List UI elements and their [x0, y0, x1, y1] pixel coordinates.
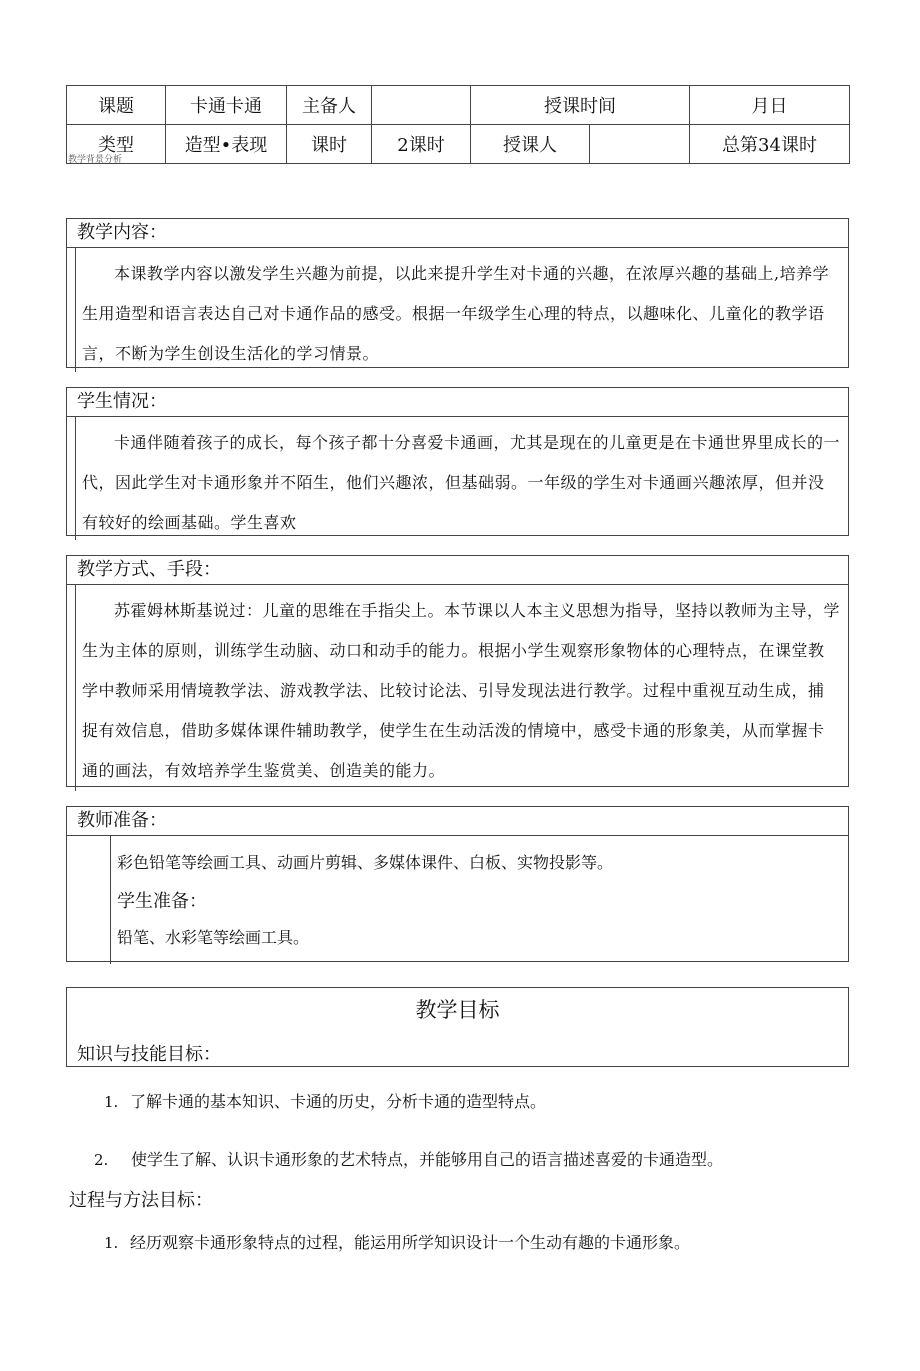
cell-subject-label: 课题	[67, 86, 166, 125]
section-prep	[66, 806, 849, 962]
student-prep-title: 学生准备：	[117, 891, 207, 912]
goals-title: 教学目标	[415, 998, 500, 1022]
small-note: 教学背景分析	[68, 155, 123, 165]
section-methods	[66, 555, 849, 787]
section-students-text: 卡通伴随着孩子的成长，每个孩子都十分喜爱卡通画，尤其是现在的儿童更是在卡通世界里成长的一代，因此学生对卡通形象并不陌生，他们兴趣浓，但基础弱。一年级的学生对卡通画兴趣浓厚，但并没有较好的绘画基础。学生喜欢	[82, 433, 841, 532]
goal-text: 经历观察卡通形象特点的过程，能运用所学知识设计一个生动有趣的卡通形象。	[130, 1233, 691, 1252]
cell-teacher-value	[590, 125, 690, 164]
student-prep-text: 铅笔、水彩笔等绘画工具。	[117, 928, 310, 947]
process-goals-title: 过程与方法目标：	[69, 1190, 213, 1211]
section-content-text: 本课教学内容以激发学生兴趣为前提，以此来提升学生对卡通的兴趣，在浓厚兴趣的基础上,培养学生用造型和语言表达自己对卡通作品的感受。根据一年级学生心理的特点，以趣味化、儿童化的教学语言，不断为学生创设生活化的学习情景。	[82, 264, 830, 363]
teacher-prep-text: 彩色铅笔等绘画工具、动画片剪辑、多媒体课件、白板、实物投影等。	[117, 853, 614, 872]
goals-box	[66, 987, 849, 1067]
section-prep-body	[110, 836, 848, 964]
section-students	[66, 387, 849, 536]
goal-number: 1.	[104, 1093, 119, 1111]
cell-type-value: 造型•表现	[166, 125, 287, 164]
goal-number: 2.	[94, 1151, 109, 1169]
cell-type-label: 类型	[67, 125, 166, 164]
cell-preparer-value	[372, 86, 471, 125]
knowledge-goal-item	[94, 1147, 723, 1170]
section-content-body	[75, 248, 848, 372]
cell-time-label: 授课时间	[471, 86, 690, 125]
section-methods-text: 苏霍姆林斯基说过：儿童的思维在手指尖上。本节课以人本主义思想为指导，坚持以教师为主导，学生为主体的原则，训练学生动脑、动口和动手的能力。根据小学生观察形象物体的心理特点，在课堂教学中教师采用情境教学法、游戏教学法、比较讨论法、引导发现法进行教学。过程中重视互动生成，捕捉有效信息，借助多媒体课件辅助教学，使学生在生动活泼的情境中，感受卡通的形象美，从而掌握卡通的画法，有效培养学生鉴赏美、创造美的能力。	[82, 601, 841, 780]
section-students-title: 学生情况：	[67, 388, 848, 417]
cell-total-lessons: 总第34课时	[690, 125, 850, 164]
section-content	[66, 218, 849, 368]
cell-subject-value: 卡通卡通	[166, 86, 287, 125]
header-row-1	[67, 86, 850, 125]
knowledge-goal-item	[104, 1089, 546, 1112]
section-content-title: 教学内容：	[67, 219, 848, 248]
knowledge-goals-title: 知识与技能目标：	[77, 1044, 221, 1065]
section-methods-title: 教学方式、手段：	[67, 556, 848, 585]
process-goal-item	[104, 1230, 690, 1253]
goal-text: 了解卡通的基本知识、卡通的历史，分析卡通的造型特点。	[130, 1092, 547, 1111]
cell-teacher-label: 授课人	[471, 125, 590, 164]
section-students-body	[75, 417, 848, 540]
cell-date-value: 月日	[690, 86, 850, 125]
goal-text: 使学生了解、认识卡通形象的艺术特点，并能够用自己的语言描述喜爱的卡通造型。	[131, 1150, 724, 1169]
cell-hours-label: 课时	[287, 125, 372, 164]
header-row-2	[67, 125, 850, 164]
lesson-header-table	[66, 85, 850, 164]
section-prep-title: 教师准备：	[67, 807, 848, 836]
goal-number: 1.	[104, 1234, 119, 1252]
cell-preparer-label: 主备人	[287, 86, 372, 125]
section-methods-body	[75, 585, 848, 791]
cell-hours-value: 2课时	[372, 125, 471, 164]
